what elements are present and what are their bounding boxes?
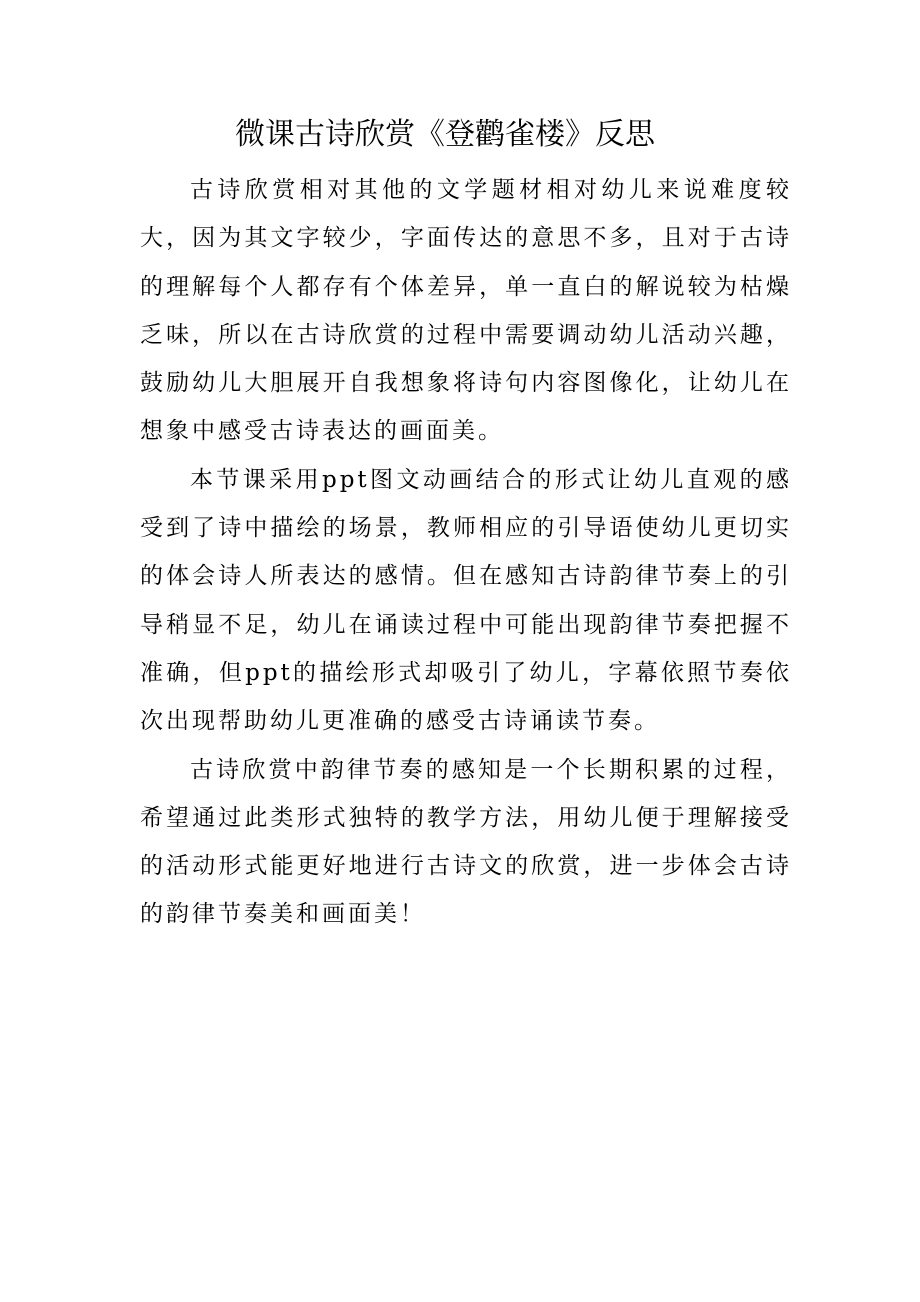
document-title: 微课古诗欣赏《登鹳雀楼》反思 [235,117,655,152]
paragraph-2: 本节课采用ppt图文动画结合的形式让幼儿直观的感受到了诗中描绘的场景，教师相应的引导语使幼儿更切实的体会诗人所表达的感情。但在感知古诗韵律节奏上的引导稍显不足，幼儿在诵读过程中可能出现韵律节奏把握不准确，但ppt的描绘形式却吸引了幼儿，字幕依照节奏依次出现帮助幼儿更准确的感受古诗诵读节奏。 [140,466,792,735]
paragraph-3: 古诗欣赏中韵律节奏的感知是一个长期积累的过程，希望通过此类形式独特的教学方法，用幼儿便于理解接受的活动形式能更好地进行古诗文的欣赏，进一步体会古诗的韵律节奏美和画面美！ [140,756,792,928]
document-body [140,166,792,939]
paragraph-1: 古诗欣赏相对其他的文学题材相对幼儿来说难度较大，因为其文字较少，字面传达的意思不多，且对于古诗的理解每个人都存有个体差异，单一直白的解说较为枯燥乏味，所以在古诗欣赏的过程中需要调动幼儿活动兴趣，鼓励幼儿大胆展开自我想象将诗句内容图像化，让幼儿在想象中感受古诗表达的画面美。 [140,177,792,445]
